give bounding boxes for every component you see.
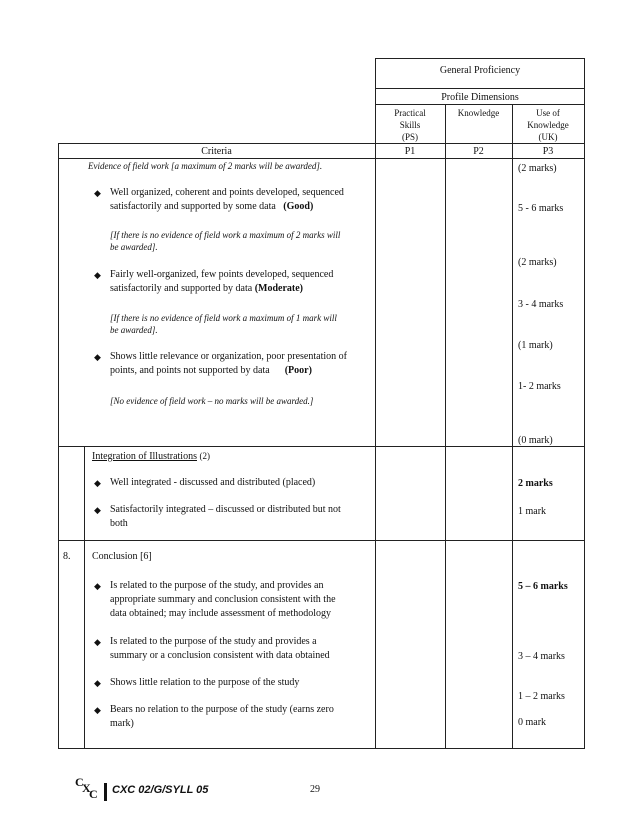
mark-value: (2 marks) bbox=[518, 257, 557, 268]
mark-value: 5 - 6 marks bbox=[518, 203, 564, 214]
p2-heading: P2 bbox=[473, 146, 484, 157]
mark-value: 2 marks bbox=[518, 478, 553, 489]
mark-value: 1 mark bbox=[518, 506, 547, 517]
text-line bbox=[110, 200, 365, 214]
diamond-bullet-icon: ◆ bbox=[94, 188, 101, 198]
illustrations-marks: (2) bbox=[199, 451, 210, 461]
uk-line-3: (UK) bbox=[538, 132, 558, 142]
text-line: mark) bbox=[110, 718, 134, 729]
text-span: points, and points not supported by data bbox=[110, 365, 270, 376]
illustrations-title: Integration of Illustrations bbox=[92, 451, 197, 462]
mark-value: (1 mark) bbox=[518, 340, 553, 351]
illustrations-heading bbox=[92, 450, 210, 463]
section-number: 8. bbox=[63, 551, 71, 562]
conclusion-item-1 bbox=[110, 579, 368, 621]
diamond-bullet-icon: ◆ bbox=[94, 478, 101, 488]
profile-dimensions-heading: Profile Dimensions bbox=[441, 92, 519, 103]
svg-text:X: X bbox=[82, 781, 91, 795]
diamond-bullet-icon: ◆ bbox=[94, 505, 101, 515]
field-work-good bbox=[110, 186, 365, 214]
ps-line-1: Practical bbox=[394, 108, 426, 118]
mark-value: 5 – 6 marks bbox=[518, 581, 568, 592]
diamond-bullet-icon: ◆ bbox=[94, 705, 101, 715]
rule bbox=[375, 58, 585, 59]
text-line: both bbox=[110, 518, 128, 529]
rule bbox=[58, 446, 585, 447]
field-work-moderate bbox=[110, 268, 365, 296]
note-line: be awarded]. bbox=[110, 242, 158, 252]
mark-value: 0 mark bbox=[518, 717, 547, 728]
text-line: Is related to the purpose of the study, and provides an bbox=[110, 580, 324, 591]
rule bbox=[375, 58, 376, 748]
cxc-logo-icon bbox=[74, 773, 100, 799]
ps-line-3: (PS) bbox=[401, 132, 418, 142]
conclusion-title: Conclusion bbox=[92, 551, 138, 562]
uk-line-2: Knowledge bbox=[527, 120, 569, 130]
uk-line-1: Use of bbox=[536, 108, 560, 118]
text-line: Fairly well-organized, few points developed, sequenced bbox=[110, 269, 334, 280]
conclusion-heading bbox=[92, 550, 152, 563]
rating-label: (Poor) bbox=[284, 365, 312, 376]
footer-divider bbox=[104, 783, 107, 801]
mark-value: (0 mark) bbox=[518, 435, 553, 446]
text-line: Bears no relation to the purpose of the study (earns zero bbox=[110, 704, 334, 715]
diamond-bullet-icon: ◆ bbox=[94, 678, 101, 688]
rule bbox=[375, 88, 585, 89]
text-line: data obtained; may include assessment of methodology bbox=[110, 608, 332, 619]
rule bbox=[584, 58, 585, 748]
conclusion-item-2 bbox=[110, 635, 368, 663]
cxc-logo bbox=[74, 773, 100, 799]
p1-heading: P1 bbox=[404, 146, 416, 157]
note-line: [If there is no evidence of field work a maximum of 1 mark will bbox=[110, 313, 337, 323]
text-line: Is related to the purpose of the study and provides a bbox=[110, 636, 317, 647]
mark-value: 1- 2 marks bbox=[518, 381, 561, 392]
rule bbox=[58, 540, 585, 541]
diamond-bullet-icon: ◆ bbox=[94, 581, 101, 591]
field-work-note-3: [No evidence of field work – no marks will be awarded.] bbox=[110, 396, 314, 406]
text-line: summary or a conclusion consistent with data obtained bbox=[110, 650, 330, 661]
page-number: 29 bbox=[310, 784, 320, 795]
note-line: be awarded]. bbox=[110, 325, 158, 335]
rule bbox=[58, 748, 585, 749]
rule bbox=[58, 143, 59, 748]
mark-value: (2 marks) bbox=[518, 163, 557, 174]
rule bbox=[375, 104, 585, 105]
text-line: Shows little relevance or organization, poor presentation of bbox=[110, 351, 347, 362]
text-span: satisfactorily and supported by some data bbox=[110, 201, 276, 212]
rule bbox=[58, 158, 585, 159]
note-line: [If there is no evidence of field work a maximum of 2 marks will bbox=[110, 230, 341, 240]
svg-text:C: C bbox=[89, 787, 98, 799]
field-work-intro: Evidence of field work [a maximum of 2 marks will be awarded]. bbox=[88, 161, 323, 171]
text-line: appropriate summary and conclusion consistent with the bbox=[110, 594, 336, 605]
diamond-bullet-icon: ◆ bbox=[94, 270, 101, 280]
rule bbox=[445, 104, 446, 748]
rule bbox=[512, 104, 513, 748]
uk-column-header bbox=[512, 107, 584, 143]
diamond-bullet-icon: ◆ bbox=[94, 352, 101, 362]
field-work-note-1 bbox=[110, 229, 368, 253]
field-work-poor bbox=[110, 350, 370, 378]
rating-label: (Good) bbox=[283, 201, 314, 212]
ps-column-header bbox=[375, 107, 445, 143]
mark-value: 1 – 2 marks bbox=[518, 691, 565, 702]
illustrations-item-2 bbox=[110, 503, 365, 531]
conclusion-item-4 bbox=[110, 703, 368, 731]
rating-label: (Moderate) bbox=[254, 283, 303, 294]
text-line bbox=[110, 282, 365, 296]
p3-heading: P3 bbox=[542, 146, 554, 157]
general-proficiency-heading: General Proficiency bbox=[439, 65, 521, 76]
conclusion-item-3: Shows little relation to the purpose of the study bbox=[110, 677, 300, 688]
svg-text:C: C bbox=[75, 775, 84, 789]
illustrations-item-1: Well integrated - discussed and distributed (placed) bbox=[110, 477, 316, 488]
text-line: Well organized, coherent and points developed, sequenced bbox=[110, 187, 344, 198]
rule bbox=[58, 143, 585, 144]
mark-value: 3 – 4 marks bbox=[518, 651, 565, 662]
rule bbox=[84, 446, 85, 748]
knowledge-column-header: Knowledge bbox=[457, 108, 500, 118]
mark-value: 3 - 4 marks bbox=[518, 299, 564, 310]
text-line bbox=[110, 364, 370, 378]
field-work-note-2 bbox=[110, 312, 368, 336]
criteria-heading: Criteria bbox=[201, 146, 232, 157]
syllabus-code: CXC 02/G/SYLL 05 bbox=[112, 784, 209, 796]
text-span: satisfactorily and supported by data bbox=[110, 283, 253, 294]
conclusion-marks: [6] bbox=[140, 551, 152, 562]
text-line: Satisfactorily integrated – discussed or distributed but not bbox=[110, 504, 341, 515]
diamond-bullet-icon: ◆ bbox=[94, 637, 101, 647]
ps-line-2: Skills bbox=[399, 120, 421, 130]
